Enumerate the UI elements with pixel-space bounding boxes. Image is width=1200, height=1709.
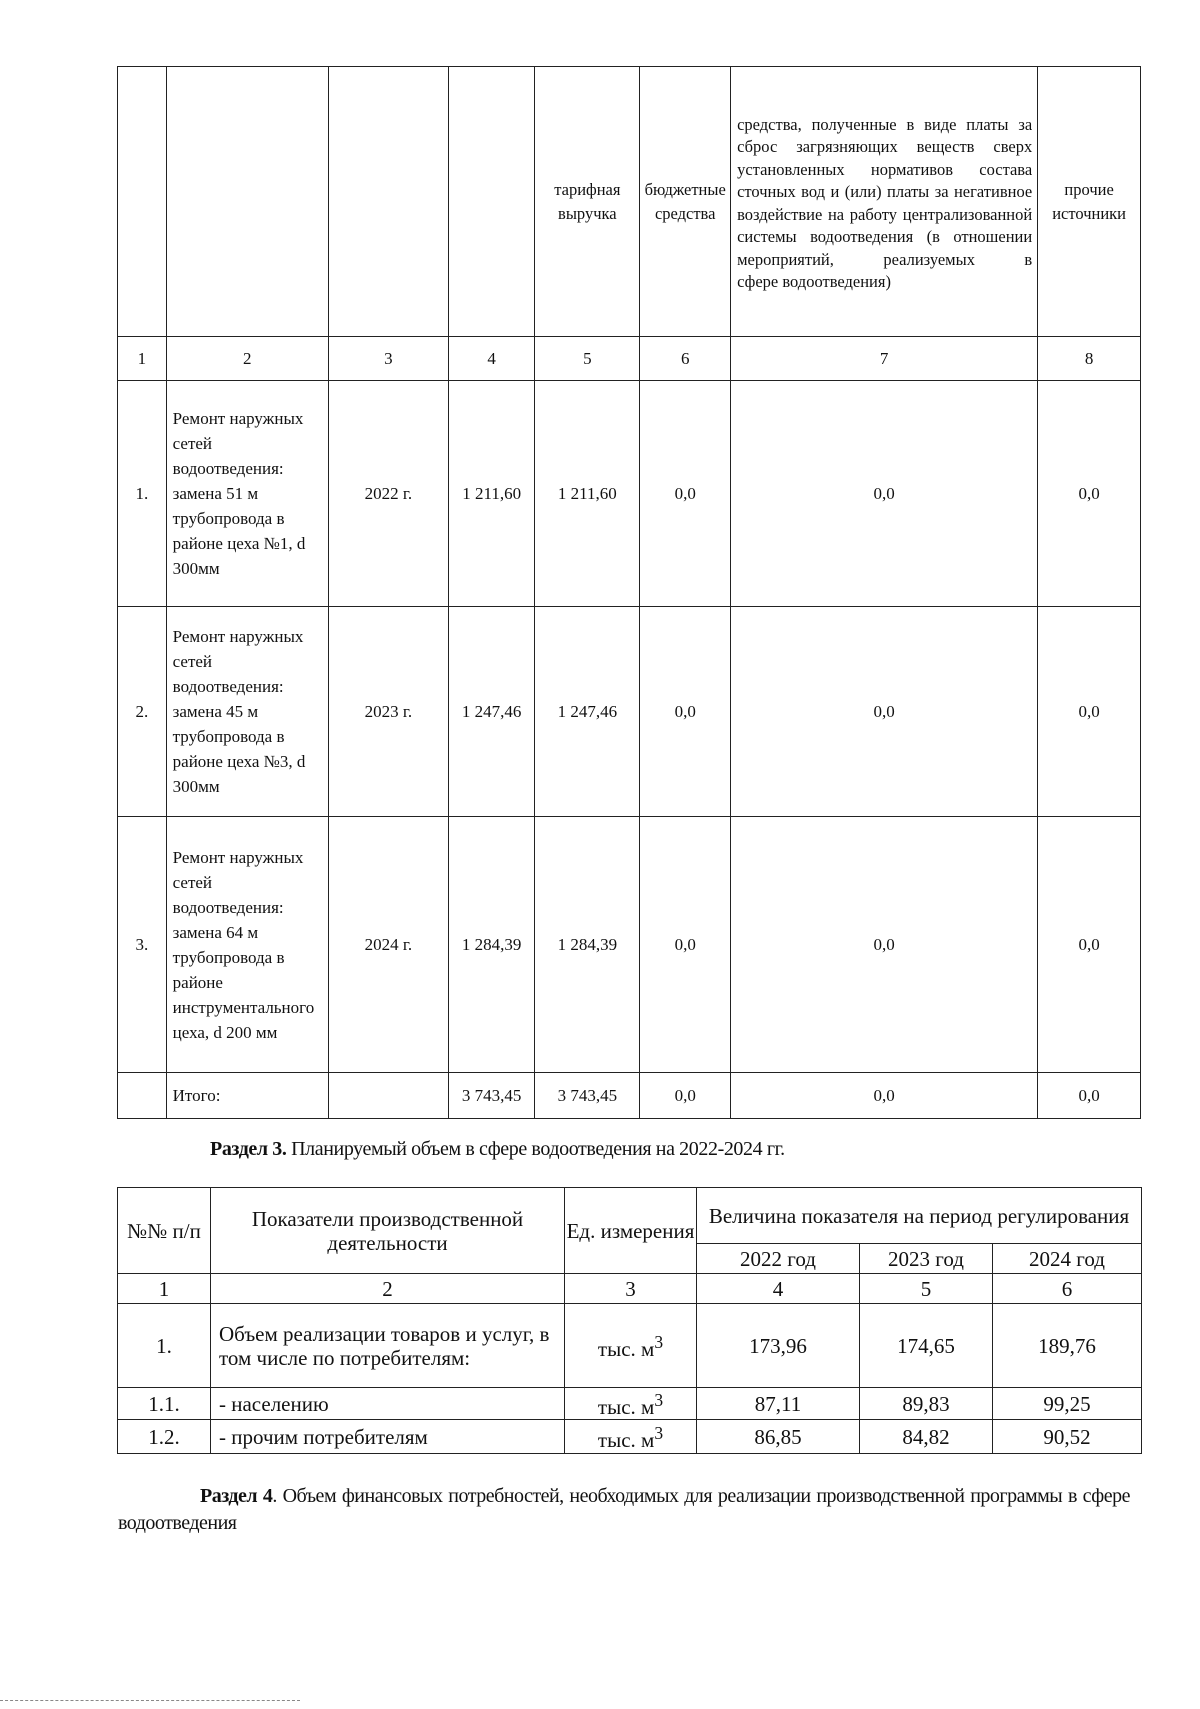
- header-budget: бюджетные средства: [640, 67, 731, 337]
- header-year: 2022 год: [697, 1244, 860, 1274]
- unit-cell: тыс. $м^3$: [565, 1420, 697, 1454]
- header-num: №№ п/п: [118, 1188, 211, 1274]
- unit-cell: тыс. $м^3$: [565, 1388, 697, 1420]
- column-numbers-row: 1 2 3 4 5 6 7 8: [118, 337, 1141, 381]
- volume-table: [117, 1187, 1142, 1454]
- unit-cell: тыс. $м^3$: [565, 1304, 697, 1388]
- section3-heading: Раздел 3. Планируемый объем в сфере водоотведения на 2022-2024 гг.: [210, 1138, 785, 1160]
- table1-header-row: [118, 67, 1141, 337]
- header-fees: средства, полученные в виде платы за сброс загрязняющих веществ сверх установленных нормативов состава сточных вод и (или) платы за негативное воздействие на работу централизованной системы водоотведения (в отношении мероприятий, реализуемых в сфере водоотведения): [731, 67, 1038, 337]
- header-unit: Ед. измерения: [565, 1188, 697, 1274]
- section4-paragraph: Раздел 4. Объем финансовых потребностей, необходимых для реализации производственной программы в сфере водоотведения: [118, 1485, 1131, 1534]
- table-row: 1. Ремонт наружных сетей водоотведения: замена 51 м трубопровода в районе цеха №1, d 300мм 2022 г. 1 211,60 1 211,60 0,0 0,0 0,0: [118, 381, 1141, 607]
- column-numbers-row: 1 2 3 4 5 6: [118, 1274, 1142, 1304]
- header-value: Величина показателя на период регулирования: [697, 1188, 1142, 1244]
- divider: [0, 1700, 300, 1701]
- table-row: 1.2. - прочим потребителям тыс. $м^3$ 86,85 84,82 90,52: [118, 1420, 1142, 1454]
- header-other: прочие источники: [1038, 67, 1141, 337]
- table-row: 1. Объем реализации товаров и услуг, в том числе по потребителям: тыс. $м^3$ 173,96 174,65 189,76: [118, 1304, 1142, 1388]
- header-year: 2023 год: [860, 1244, 993, 1274]
- total-row: Итого: 3 743,45 3 743,45 0,0 0,0 0,0: [118, 1073, 1141, 1119]
- table-row: 1.1. - населению тыс. $м^3$ 87,11 89,83 99,25: [118, 1388, 1142, 1420]
- investment-table: [117, 66, 1141, 1119]
- header-indicator: Показатели производственной деятельности: [211, 1188, 565, 1274]
- table-row: 3. Ремонт наружных сетей водоотведения: замена 64 м трубопровода в районе инструментального цеха, d 200 мм 2024 г. 1 284,39 1 284,39 0,0 0,0 0,0: [118, 817, 1141, 1073]
- table-row: 2. Ремонт наружных сетей водоотведения: замена 45 м трубопровода в районе цеха №3, d 300мм 2023 г. 1 247,46 1 247,46 0,0 0,0 0,0: [118, 607, 1141, 817]
- header-year: 2024 год: [993, 1244, 1142, 1274]
- header-tariff: тарифная выручка: [535, 67, 640, 337]
